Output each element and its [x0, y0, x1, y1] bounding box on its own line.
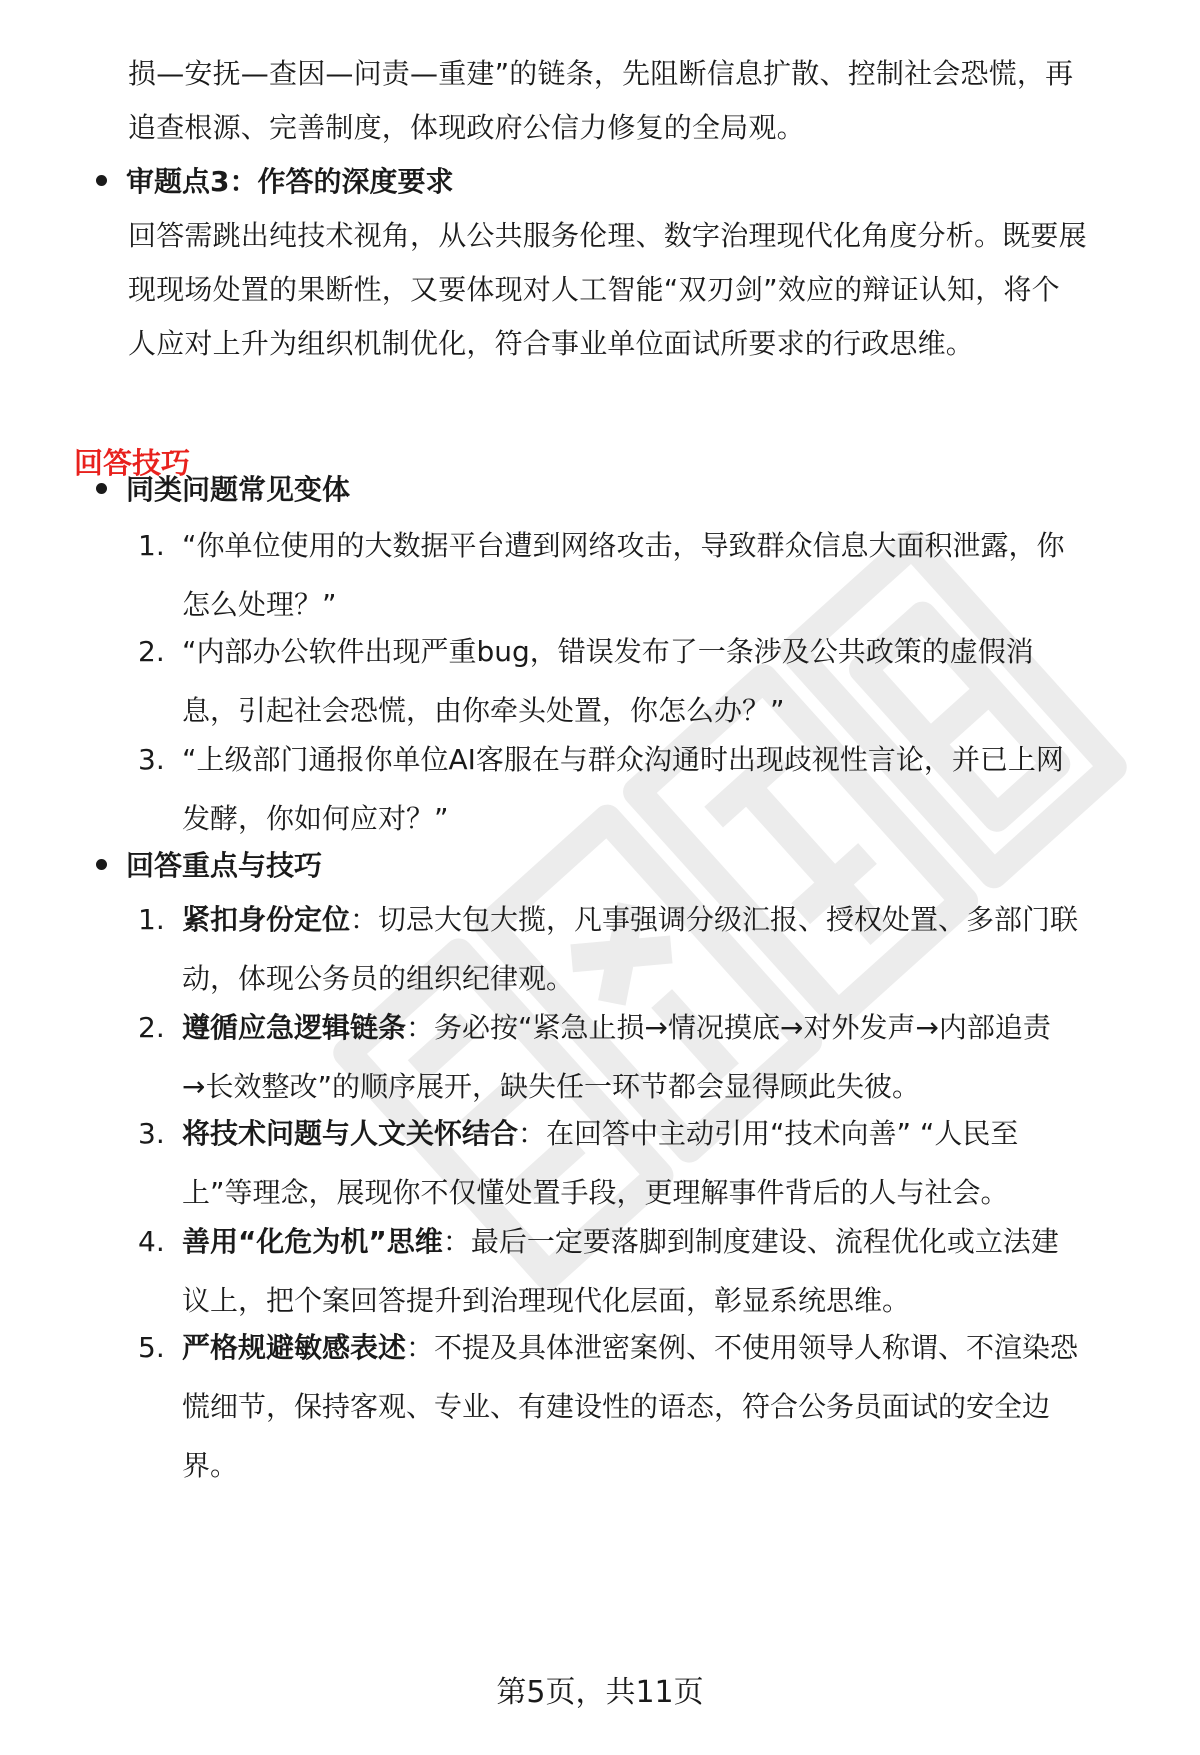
section-title: 回答技巧	[74, 446, 191, 480]
tip-bold-label: 紧扣身份定位	[182, 903, 351, 936]
variant-line: 息，引起社会恐慌，由你牵头处置，你怎么办？”	[182, 694, 785, 727]
tip-item-3	[138, 1104, 1158, 1222]
intro-line-2: 追查根源、完善制度，体现政府公信力修复的全局观。	[128, 111, 805, 144]
variants-heading	[96, 460, 1156, 519]
tip-number: 3.	[138, 1117, 165, 1150]
bullet-dot-icon	[96, 859, 107, 870]
tip-line: ：不提及具体泄密案例、不使用领导人称谓、不渲染恐	[406, 1331, 1079, 1364]
tip-item-1	[138, 890, 1158, 1008]
tip-line: 界。	[182, 1449, 239, 1482]
tip-item-4	[138, 1212, 1158, 1330]
tip-item-2	[138, 998, 1158, 1116]
intro-line-1: 损—安抚—查因—问责—重建”的链条，先阻断信息扩散、控制社会恐慌，再	[128, 57, 1074, 90]
variant-number: 3.	[138, 743, 165, 776]
tip-line: ：务必按“紧急止损→情况摸底→对外发声→内部追责	[406, 1011, 1051, 1044]
tip-item-5	[138, 1318, 1158, 1495]
bullet-dot-icon	[96, 175, 107, 186]
tip-bold-label: 将技术问题与人文关怀结合	[182, 1117, 519, 1150]
tip-line: ：切忌大包大揽，凡事强调分级汇报、授权处置、多部门联	[350, 903, 1079, 936]
tip-number: 1.	[138, 903, 165, 936]
tip-line: 慌细节，保持客观、专业、有建设性的语态，符合公务员面试的安全边	[182, 1390, 1051, 1423]
variants-heading-text: 同类问题常见变体	[126, 473, 351, 506]
page-footer: 第5页，共11页	[496, 1675, 704, 1710]
point3-line-1: 回答需跳出纯技术视角，从公共服务伦理、数字治理现代化角度分析。既要展	[128, 219, 1087, 252]
tip-bold-label: 善用“化危为机”思维	[182, 1225, 443, 1258]
tips-heading	[96, 836, 1156, 895]
tip-bold-label: 严格规避敏感表述	[182, 1331, 407, 1364]
tip-line: 上”等理念，展现你不仅懂处置手段，更理解事件背后的人与社会。	[182, 1176, 1009, 1209]
point3-heading	[96, 152, 1156, 211]
variant-line: “上级部门通报你单位AI客服在与群众沟通时出现歧视性言论，并已上网	[182, 743, 1064, 776]
variant-item-2	[138, 622, 1158, 740]
tip-number: 5.	[138, 1331, 165, 1364]
variant-item-3	[138, 730, 1158, 848]
tip-line: 议上，把个案回答提升到治理现代化层面，彰显系统思维。	[182, 1284, 911, 1317]
tip-line: 动，体现公务员的组织纪律观。	[182, 962, 575, 995]
point3-line-3: 人应对上升为组织机制优化，符合事业单位面试所要求的行政思维。	[128, 327, 975, 360]
tips-heading-text: 回答重点与技巧	[126, 849, 323, 882]
variant-line: 怎么处理？”	[182, 588, 337, 621]
variant-line: 发酵，你如何应对？”	[182, 802, 449, 835]
variant-number: 1.	[138, 529, 165, 562]
variant-line: “你单位使用的大数据平台遭到网络攻击，导致群众信息大面积泄露，你	[182, 529, 1065, 562]
tip-line: →长效整改”的顺序展开，缺失任一环节都会显得顾此失彼。	[182, 1070, 920, 1103]
point3-heading-text: 审题点3：作答的深度要求	[126, 165, 454, 198]
bullet-dot-icon	[96, 483, 107, 494]
variant-number: 2.	[138, 635, 165, 668]
variant-item-1	[138, 516, 1158, 634]
variant-line: “内部办公软件出现严重bug，错误发布了一条涉及公共政策的虚假消	[182, 635, 1034, 668]
tip-bold-label: 遵循应急逻辑链条	[182, 1011, 407, 1044]
tip-line: ：最后一定要落脚到制度建设、流程优化或立法建	[442, 1225, 1059, 1258]
point3-line-2: 现现场处置的果断性，又要体现对人工智能“双刃剑”效应的辩证认知，将个	[128, 273, 1060, 306]
tip-number: 2.	[138, 1011, 165, 1044]
tip-line: ：在回答中主动引用“技术向善” “人民至	[518, 1117, 1019, 1150]
tip-number: 4.	[138, 1225, 165, 1258]
